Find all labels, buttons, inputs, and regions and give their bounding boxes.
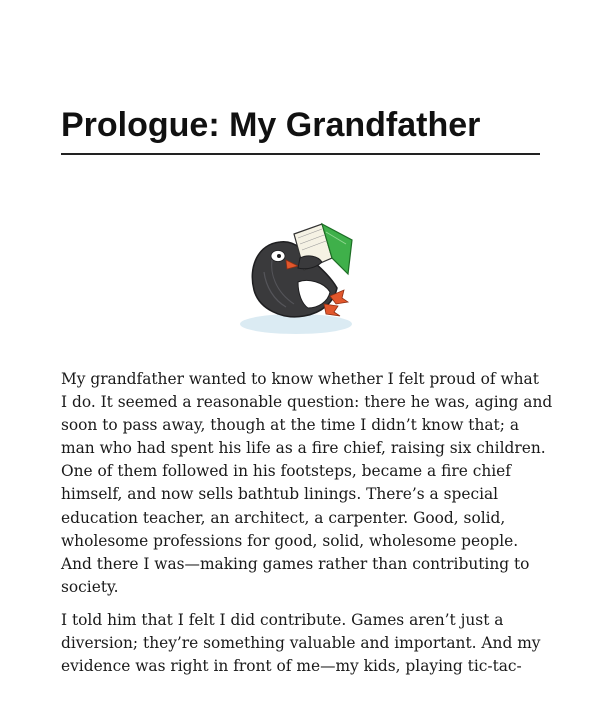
text-line: I do. It seemed a reasonable question: there he was, aging and [61, 393, 553, 412]
text-line: wholesome professions for good, solid, wholesome people. [61, 531, 519, 550]
text-line: evidence was right in front of me—my kids, playing tic-tac- [61, 657, 522, 676]
chapter-body [61, 368, 551, 688]
text-line: My grandfather wanted to know whether I felt proud of what [61, 370, 539, 388]
paragraph [61, 368, 551, 599]
text-line: man who had spent his life as a fire chief, raising six children. [61, 439, 546, 458]
text-line: I told him that I felt I did contribute. Games aren’t just a [61, 610, 504, 629]
text-line: society. [61, 577, 119, 596]
text-line: himself, and now sells bathtub linings. There’s a special [61, 485, 499, 504]
text-line: And there I was—making games rather than contributing to [61, 554, 530, 573]
penguin-foot [324, 304, 340, 316]
text-line: education teacher, an architect, a carpenter. Good, solid, [61, 508, 506, 527]
title-underline-divider [61, 153, 540, 155]
text-line: soon to pass away, though at the time I didn’t know that; a [61, 416, 519, 435]
paragraph [61, 609, 551, 678]
chapter-title: Prologue: My Grandfather [61, 106, 481, 144]
penguin-reading-book-icon [238, 212, 364, 336]
text-line: One of them followed in his footsteps, became a fire chief [61, 462, 511, 481]
penguin-eye [277, 254, 281, 258]
text-line: diversion; they’re something valuable and important. And my [61, 634, 541, 653]
